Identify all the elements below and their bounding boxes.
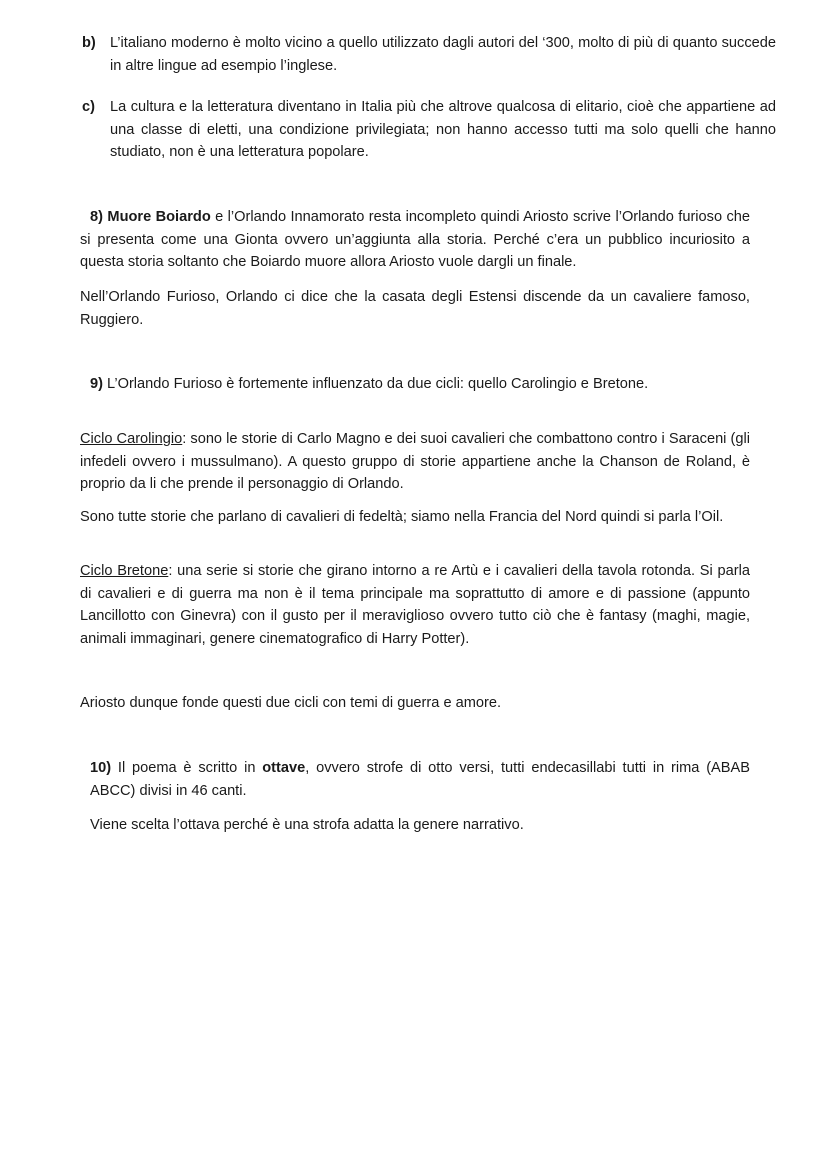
term-ciclo-carolingio: Ciclo Carolingio (80, 431, 183, 447)
paragraph-text: Viene scelta l’ottava perché è una strofa adatta la genere narrativo. (90, 817, 524, 833)
section-10-paragraph-2 (90, 814, 750, 837)
section-text: e l’Orlando Innamorato resta incompleto quindi Ariosto scrive l’Orlando furioso che si presenta come una Gionta ovvero un’aggiunta alla storia. Perché c’era un pubblico incuriosito a questa storia soltanto che Boiardo muore allora Ariosto vuole dargli un finale. (80, 209, 751, 270)
section-text: L’Orlando Furioso è fortemente influenzato da due cicli: quello Carolingio e Bretone. (107, 376, 649, 392)
section-8-paragraph (80, 206, 750, 274)
bold-word: ottave (262, 760, 306, 776)
ciclo-bretone-paragraph (80, 560, 750, 650)
section-10-paragraph (90, 757, 750, 802)
section-number: 10) (90, 760, 112, 776)
list-marker: b) (82, 35, 96, 51)
paragraph-text: Sono tutte storie che parlano di cavalieri di fedeltà; siamo nella Francia del Nord quindi si parla l’Oil. (80, 509, 724, 525)
bold-phrase: Muore Boiardo (107, 209, 211, 225)
section-8-paragraph-2 (80, 286, 750, 331)
list-marker: c) (82, 99, 95, 115)
section-text: , ovvero strofe di otto versi, tutti endecasillabi tutti in rima (ABAB ABCC) divisi in 46 canti. (90, 760, 750, 799)
paragraph-text: Nell’Orlando Furioso, Orlando ci dice che la casata degli Estensi discende da un cavaliere famoso, Ruggiero. (80, 289, 750, 328)
conclusion-paragraph (80, 692, 750, 715)
list-item-text: L’italiano moderno è molto vicino a quello utilizzato dagli autori del ‘300, molto di più di quanto succede in altre lingue ad esempio l’inglese. (110, 35, 776, 74)
ciclo-carolingio-paragraph (80, 428, 750, 496)
list-item-c (82, 96, 776, 164)
list-item-text: La cultura e la letteratura diventano in Italia più che altrove qualcosa di elitario, cioè che appartiene ad una classe di eletti, una condizione privilegiata; non hanno accesso tutti ma solo quelli che hanno studiato, non è una letteratura popolare. (110, 99, 776, 160)
section-9-paragraph (80, 373, 750, 396)
section-text: Il poema è scritto in (117, 760, 256, 776)
term-ciclo-bretone: Ciclo Bretone (80, 563, 169, 579)
section-number: 8) (90, 209, 103, 225)
list-item-b (82, 32, 776, 77)
paragraph-text: : sono le storie di Carlo Magno e dei suoi cavalieri che combattono contro i Saraceni (gli infedeli ovvero i mussulmano). A questo gruppo di storie appartiene anche la Chanson de Roland, è proprio da li che prende il personaggio di Orlando. (80, 431, 750, 492)
ciclo-carolingio-paragraph-2 (80, 506, 760, 529)
paragraph-text: : una serie si storie che girano intorno a re Artù e i cavalieri della tavola rotonda. Si parla di cavalieri e di guerra ma non è il tema principale ma soprattutto di amore e di passione (appunto Lancillotto con Ginevra) con il gusto per il meraviglioso ovvero tutto ciò che è fantasy (maghi, magie, animali immaginari, genere cinematografico di Harry Potter). (80, 563, 750, 647)
paragraph-text: Ariosto dunque fonde questi due cicli con temi di guerra e amore. (80, 695, 502, 711)
section-number: 9) (90, 376, 103, 392)
